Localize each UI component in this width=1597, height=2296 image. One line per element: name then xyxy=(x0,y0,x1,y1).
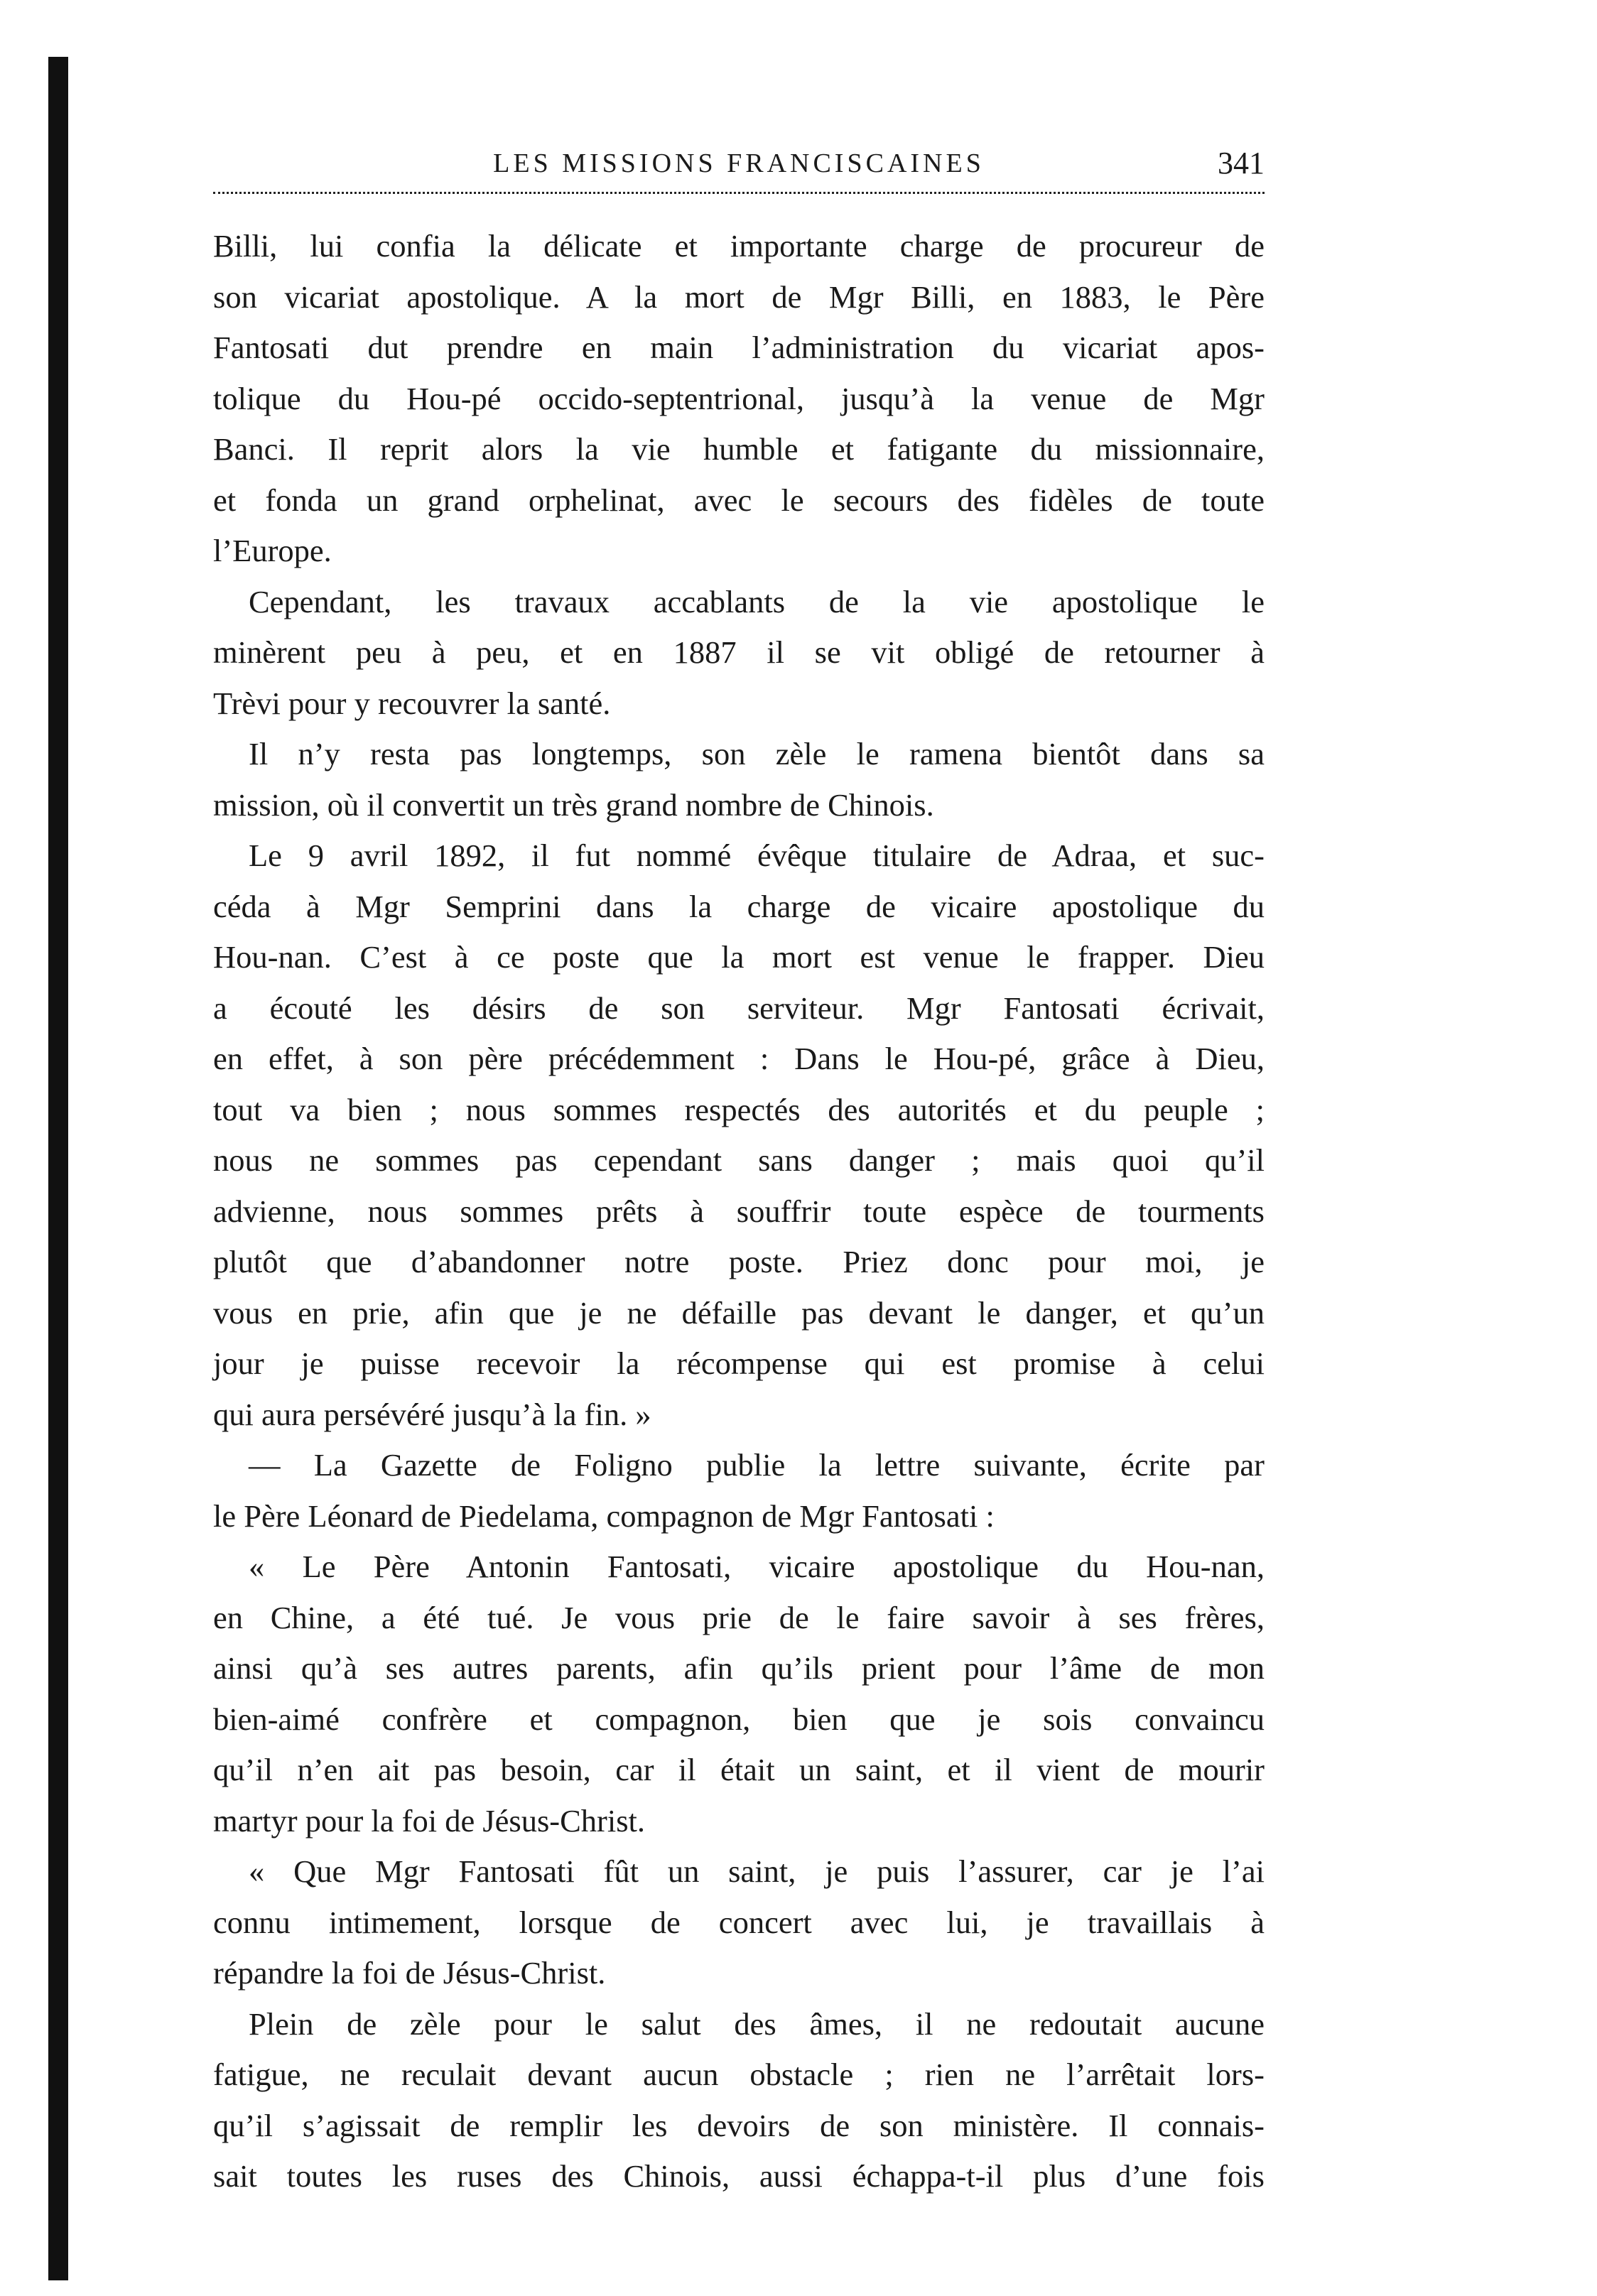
text-line: Le 9 avril 1892, il fut nommé évêque titulaire de Adraa, et suc- xyxy=(249,838,1265,873)
text-line: Hou-nan. C’est à ce poste que la mort est venue le frapper. Dieu xyxy=(213,939,1265,975)
running-title: LES MISSIONS FRANCISCAINES xyxy=(493,148,985,178)
text-line: — La Gazette de Foligno publie la lettre suivante, écrite par xyxy=(249,1447,1265,1483)
text-line: qui aura persévéré jusqu’à la fin. » xyxy=(213,1396,651,1432)
text-line: mission, où il convertit un très grand nombre de Chinois. xyxy=(213,786,934,823)
text-line: nous ne sommes pas cependant sans danger ; mais quoi qu’il xyxy=(213,1142,1265,1178)
header-rule xyxy=(213,192,1265,194)
text-line: a écouté les désirs de son serviteur. Mgr Fantosati écrivait, xyxy=(213,990,1265,1026)
body-text xyxy=(213,221,1265,2202)
text-line: Plein de zèle pour le salut des âmes, il ne redoutait aucune xyxy=(249,2005,1265,2042)
text-line: ainsi qu’à ses autres parents, afin qu’ils prient pour l’âme de mon xyxy=(213,1650,1265,1686)
page-binding-edge xyxy=(48,57,68,2280)
text-line: advienne, nous sommes prêts à souffrir toute espèce de tourments xyxy=(213,1193,1265,1229)
text-line: en Chine, a été tué. Je vous prie de le faire savoir à ses frères, xyxy=(213,1599,1265,1635)
book-page xyxy=(213,142,1265,2202)
text-line: Trèvi pour y recouvrer la santé. xyxy=(213,685,611,721)
text-line: « Le Père Antonin Fantosati, vicaire apostolique du Hou-nan, xyxy=(249,1549,1265,1584)
text-line: « Que Mgr Fantosati fût un saint, je puis l’assurer, car je l’ai xyxy=(249,1853,1265,1889)
text-line: martyr pour la foi de Jésus-Christ. xyxy=(213,1802,646,1839)
text-line: plutôt que d’abandonner notre poste. Priez donc pour moi, je xyxy=(213,1244,1265,1279)
text-line: connu intimement, lorsque de concert avec lui, je travaillais à xyxy=(213,1904,1265,1940)
text-line: vous en prie, afin que je ne défaille pas devant le danger, et qu’un xyxy=(213,1294,1265,1331)
running-head xyxy=(213,142,1265,192)
text-line: qu’il s’agissait de remplir les devoirs de son ministère. Il connais- xyxy=(213,2107,1265,2143)
text-line: bien-aimé confrère et compagnon, bien que je sois convaincu xyxy=(213,1701,1265,1737)
text-line: céda à Mgr Semprini dans la charge de vicaire apostolique du xyxy=(213,888,1265,924)
text-line: l’Europe. xyxy=(213,533,332,568)
text-line: le Père Léonard de Piedelama, compagnon de Mgr Fantosati : xyxy=(213,1498,995,1534)
text-line: Billi, lui confia la délicate et importante charge de procureur de xyxy=(213,228,1265,264)
text-line: répandre la foi de Jésus-Christ. xyxy=(213,1955,606,1991)
text-line: Cependant, les travaux accablants de la vie apostolique le xyxy=(249,583,1265,619)
text-line: jour je puisse recevoir la récompense qui est promise à celui xyxy=(213,1345,1265,1381)
text-line: Fantosati dut prendre en main l’administration du vicariat apos- xyxy=(213,330,1265,365)
text-line: fatigue, ne reculait devant aucun obstacle ; rien ne l’arrêtait lors- xyxy=(213,2057,1265,2092)
text-line: et fonda un grand orphelinat, avec le secours des fidèles de toute xyxy=(213,482,1265,518)
text-line: tolique du Hou-pé occido-septentrional, jusqu’à la venue de Mgr xyxy=(213,380,1265,416)
page-number: 341 xyxy=(1218,146,1265,180)
text-line: son vicariat apostolique. A la mort de Mgr Billi, en 1883, le Père xyxy=(213,278,1265,315)
text-line: sait toutes les ruses des Chinois, aussi échappa-t-il plus d’une fois xyxy=(213,2158,1265,2194)
text-line: qu’il n’en ait pas besoin, car il était un saint, et il vient de mourir xyxy=(213,1752,1265,1787)
text-line: Banci. Il reprit alors la vie humble et fatigante du missionnaire, xyxy=(213,431,1265,467)
text-line: Il n’y resta pas longtemps, son zèle le ramena bientôt dans sa xyxy=(249,736,1265,771)
text-line: minèrent peu à peu, et en 1887 il se vit obligé de retourner à xyxy=(213,634,1265,670)
text-line: tout va bien ; nous sommes respectés des autorités et du peuple ; xyxy=(213,1091,1265,1127)
text-line: en effet, à son père précédemment : Dans le Hou-pé, grâce à Dieu, xyxy=(213,1041,1265,1076)
